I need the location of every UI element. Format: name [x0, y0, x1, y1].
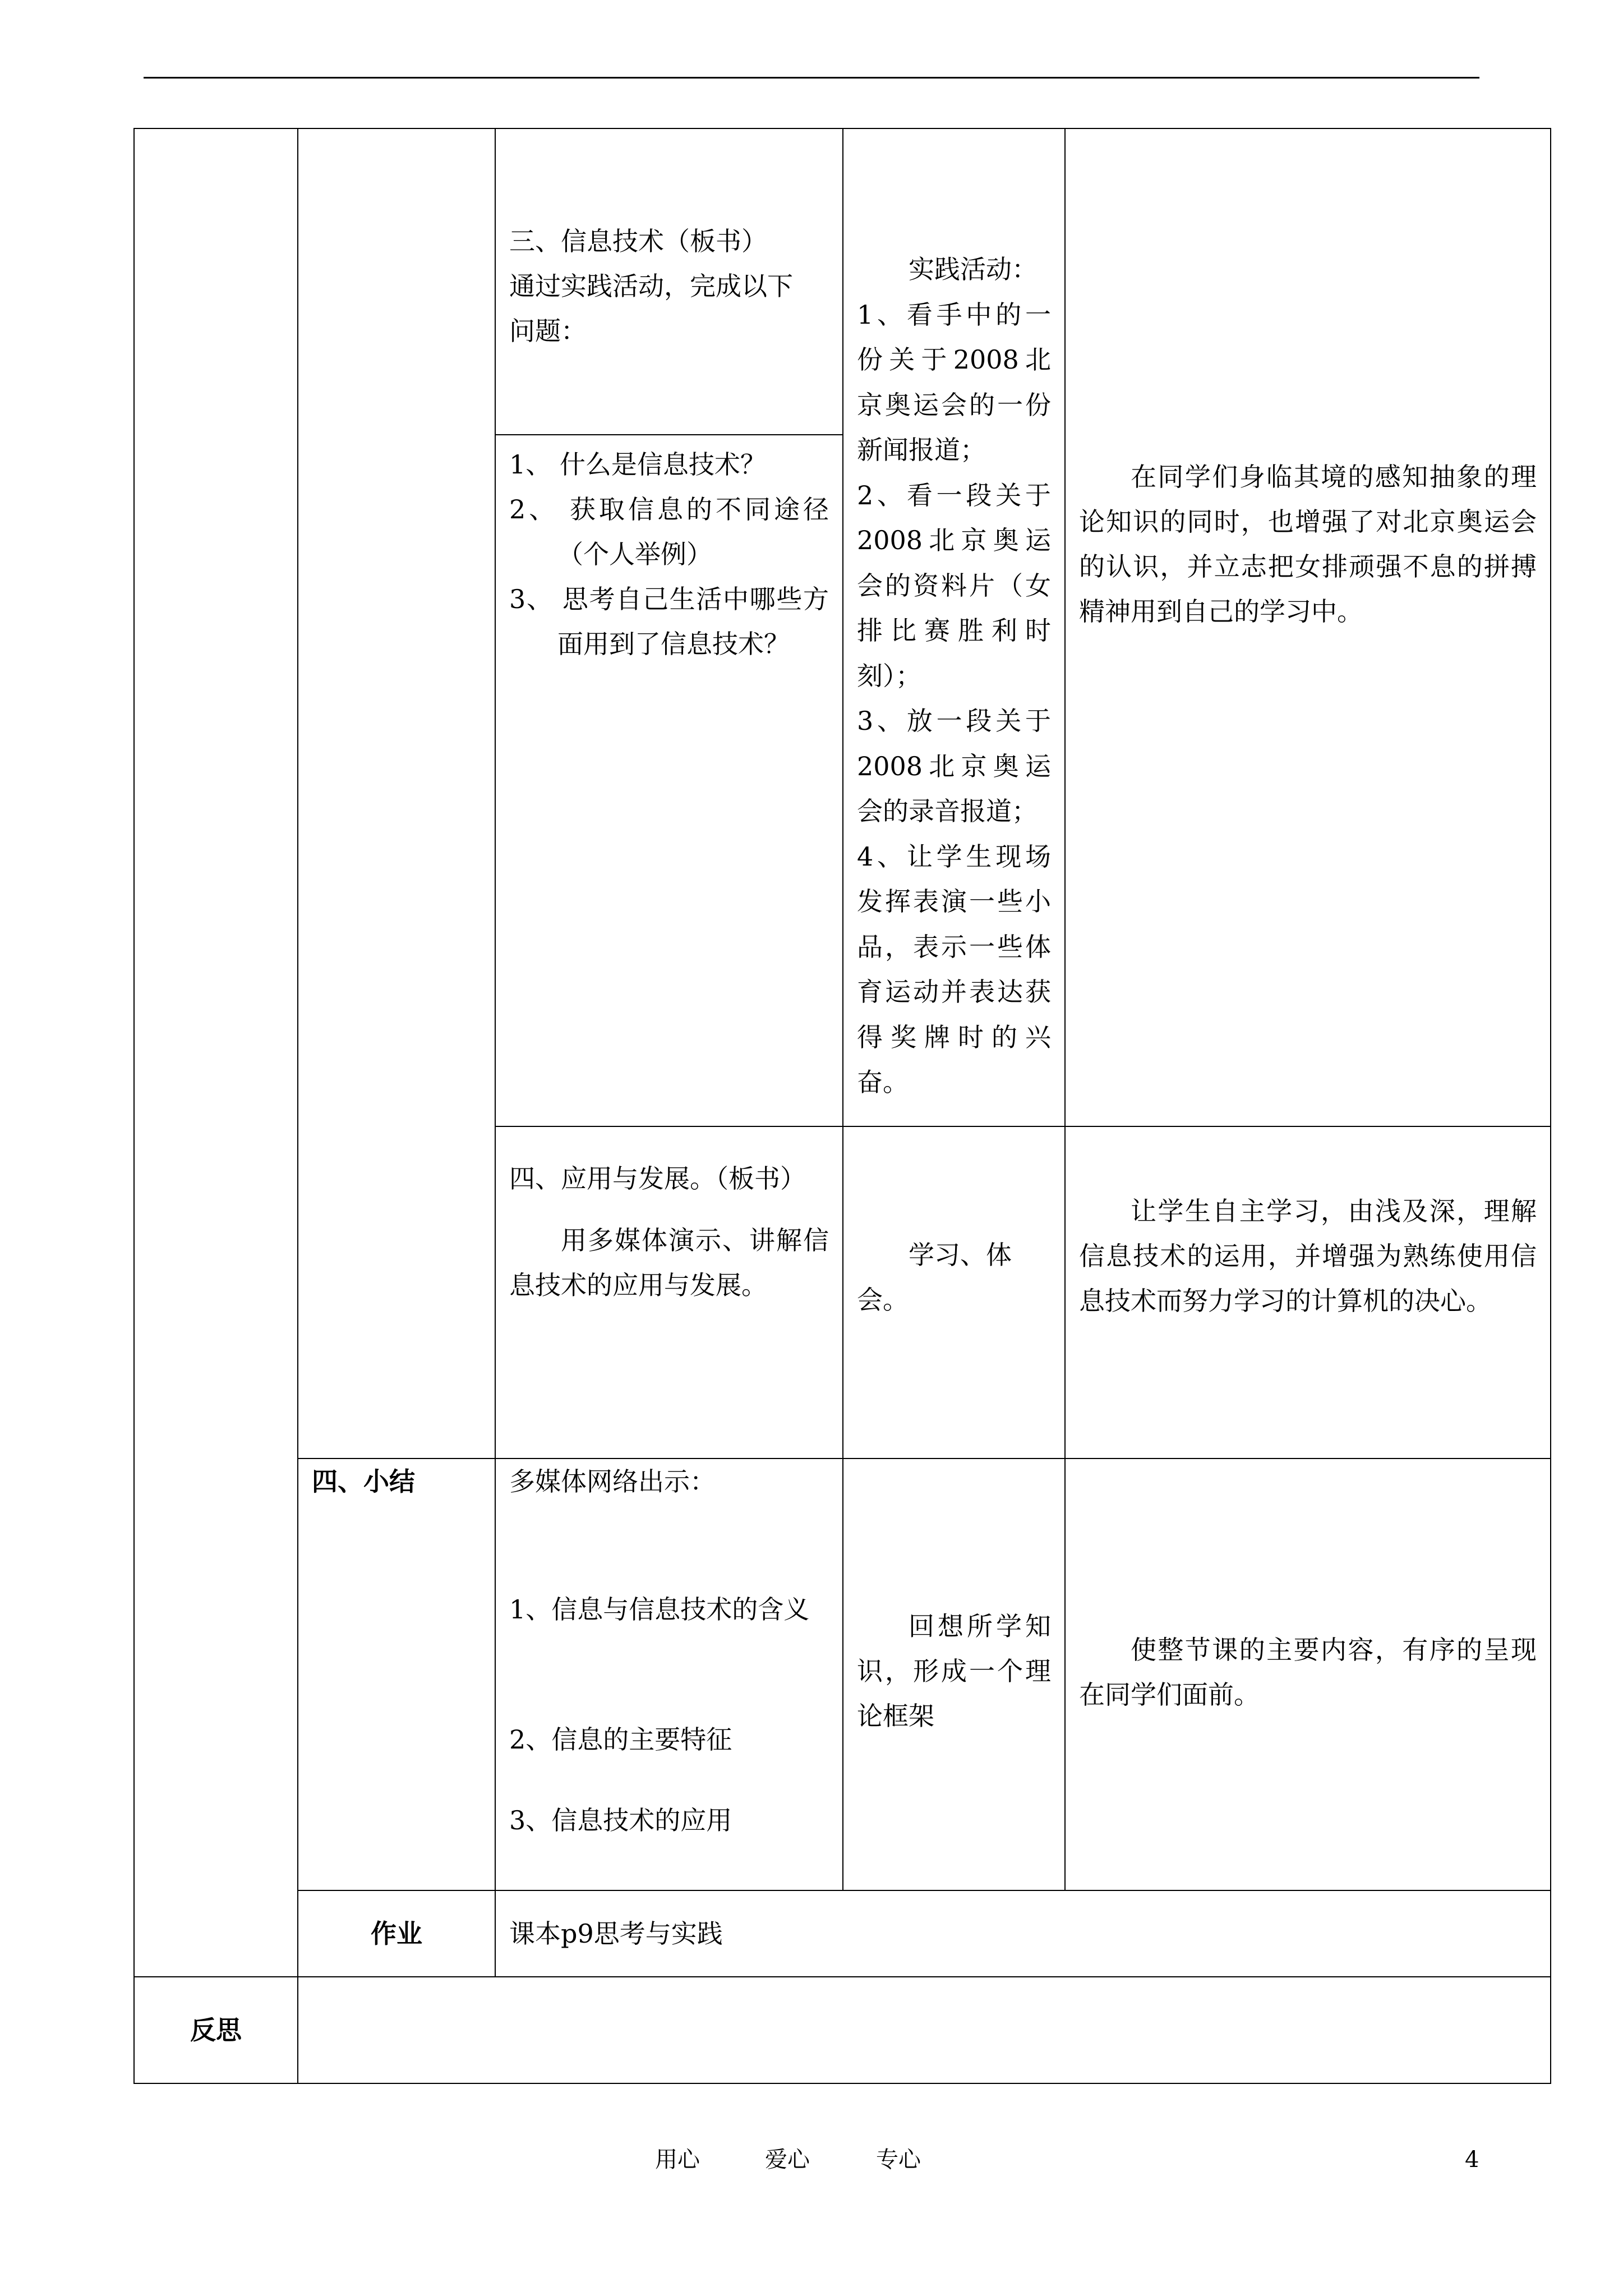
table-row — [134, 1977, 1551, 2083]
activity-item: 4、让学生现场发挥表演一些小品，表示一些体育运动并表达获得奖牌时的兴奋。 — [857, 841, 1051, 1097]
section-title: 三、信息技术（板书） — [509, 226, 767, 256]
content-body: 用多媒体演示、讲解信息技术的应用与发展。 — [509, 1225, 829, 1300]
summary-item: 2、信息的主要特征 — [509, 1724, 732, 1755]
intent-text: 在同学们身临其境的感知抽象的理论知识的同时，也增强了对北京奥运会的认识，并立志把女排顽强不息的拼搏精神用到自己的学习中。 — [1079, 462, 1537, 627]
stage-column-empty — [134, 128, 298, 1977]
section-title: 多媒体网络出示： — [509, 1466, 716, 1497]
footer-motto: 爱心 — [765, 2147, 810, 2173]
activity-cell-recall — [843, 1458, 1065, 1890]
table-row — [134, 1458, 1551, 1890]
homework-label: 作业 — [298, 1890, 495, 1977]
homework-cell — [495, 1890, 1551, 1977]
reflection-label: 反思 — [134, 1977, 298, 2083]
intent-cell-application — [1065, 1126, 1551, 1458]
stage-cell-empty — [298, 128, 495, 1458]
activity-title: 实践活动： — [909, 254, 1038, 284]
footer-motto: 用心 — [655, 2147, 700, 2173]
content-line: 问题： — [509, 316, 587, 346]
lesson-plan-table — [133, 128, 1551, 2084]
intent-cell-practice — [1065, 128, 1551, 1126]
table-row — [134, 1890, 1551, 1977]
content-cell-questions — [495, 435, 843, 1126]
activity-text: 回想所学知识，形成一个理论框架 — [857, 1611, 1051, 1731]
content-cell-summary — [495, 1458, 843, 1890]
question-item: 3、 思考自己生活中哪些方面用到了信息技术？ — [509, 584, 829, 659]
homework-text: 课本p9思考与实践 — [509, 1918, 723, 1949]
stage-cell-summary — [298, 1458, 495, 1890]
content-cell-application — [495, 1126, 843, 1458]
header-rule — [144, 77, 1479, 79]
content-line: 通过实践活动，完成以下 — [509, 271, 793, 301]
activity-item: 2、看一段关于2008北京奥运会的资料片（女排比赛胜利时刻）； — [857, 480, 1051, 691]
stage-title: 四、小结 — [312, 1466, 415, 1497]
question-item: 1、 什么是信息技术？ — [509, 449, 766, 480]
activity-item: 3、放一段关于2008北京奥运会的录音报道； — [857, 706, 1051, 826]
page-number: 4 — [1465, 2147, 1479, 2173]
activity-cell-practice — [843, 128, 1065, 1126]
activity-item: 1、看手中的一份关于2008北京奥运会的一份新闻报道； — [857, 299, 1051, 465]
footer-motto: 专心 — [876, 2147, 921, 2173]
intent-cell-summary — [1065, 1458, 1551, 1890]
intent-text: 使整节课的主要内容，有序的呈现在同学们面前。 — [1079, 1635, 1537, 1710]
table-row — [134, 128, 1551, 435]
content-cell-info-tech — [495, 128, 843, 435]
section-title: 四、应用与发展。（板书） — [509, 1163, 806, 1194]
activity-text: 学习、体会。 — [857, 1240, 1012, 1315]
summary-item: 3、信息技术的应用 — [509, 1805, 732, 1835]
summary-item: 1、信息与信息技术的含义 — [509, 1594, 810, 1625]
question-item: 2、 获取信息的不同途径（个人举例） — [509, 494, 829, 569]
intent-text: 让学生自主学习，由浅及深，理解信息技术的运用，并增强为熟练使用信息技术而努力学习的计算机的决心。 — [1079, 1196, 1537, 1316]
reflection-cell — [298, 1977, 1551, 2083]
activity-cell-learn — [843, 1126, 1065, 1458]
